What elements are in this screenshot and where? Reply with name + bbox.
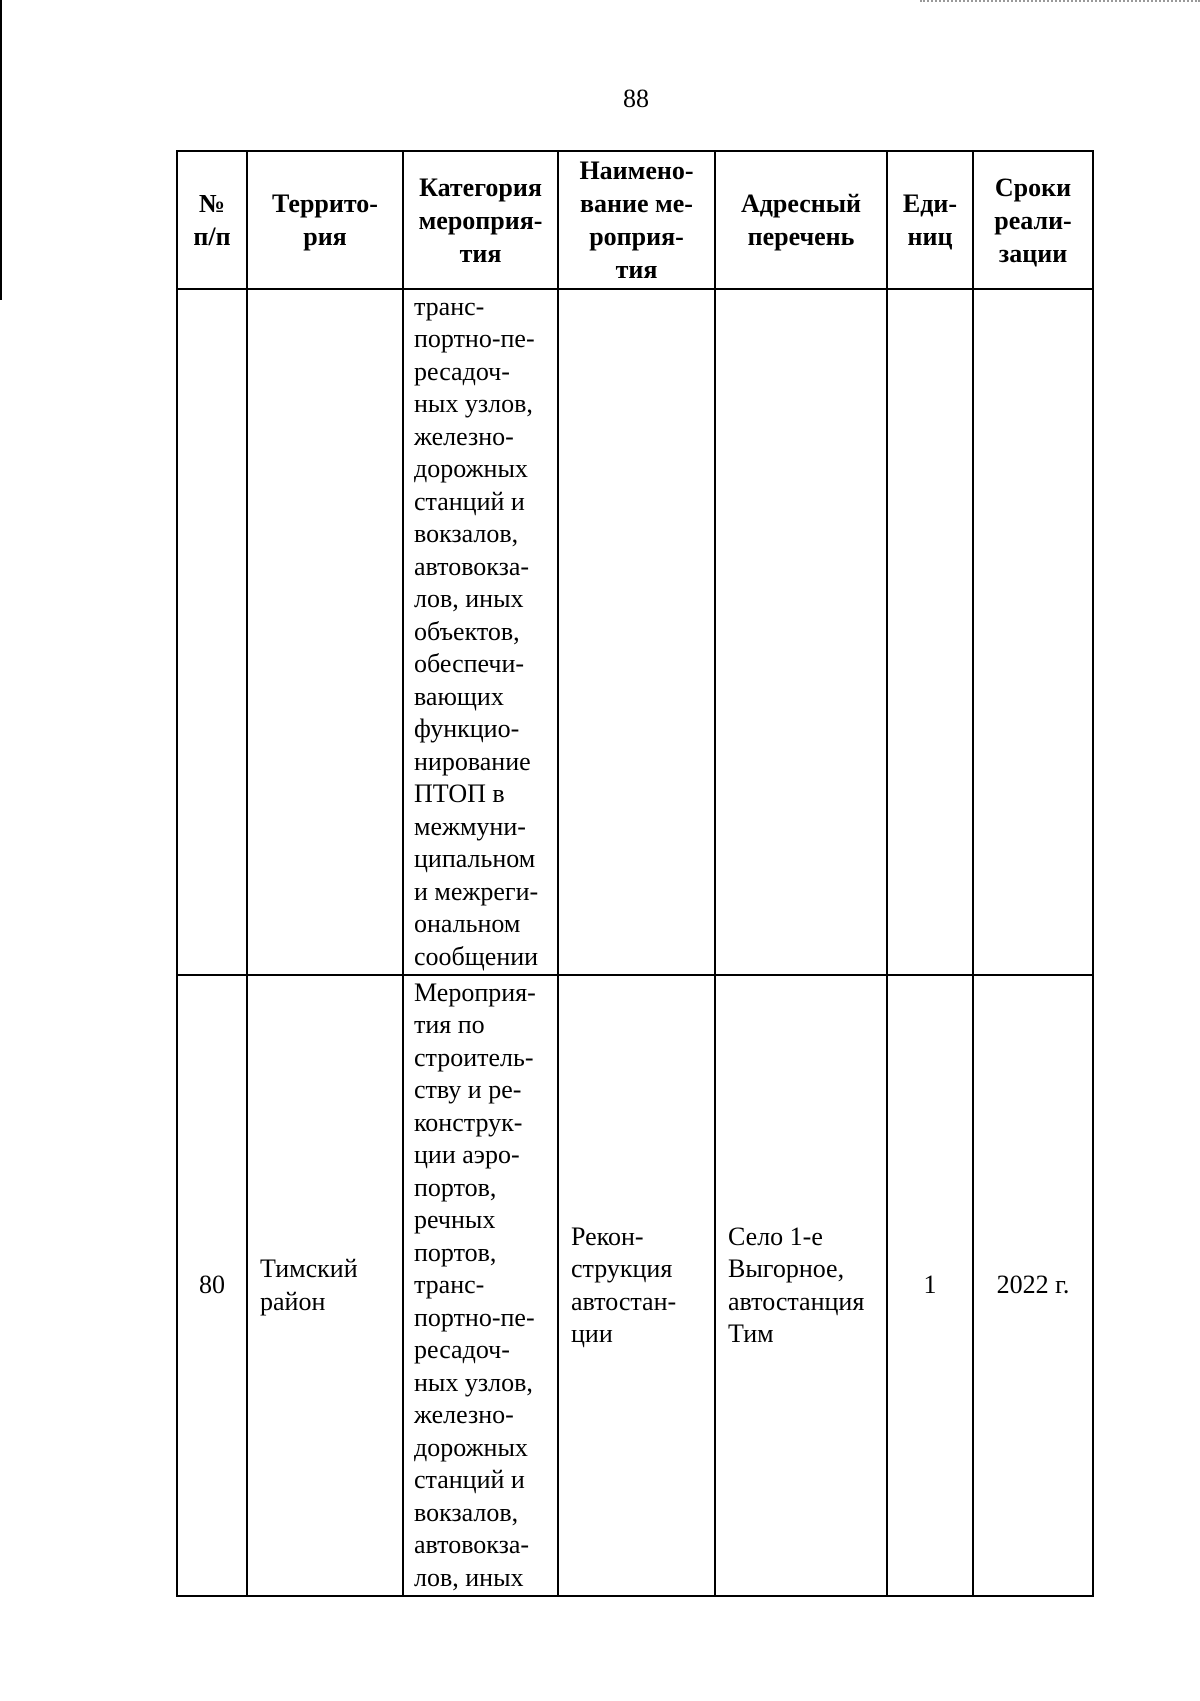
cell-event-name: Рекон- струкция автостан- ции [558,975,715,1596]
header-address-list: Адресный перечень [715,151,887,289]
cell-territory: Тимский район [247,975,403,1596]
cell-num: 80 [177,975,247,1596]
cell-territory [247,289,403,975]
events-table [176,150,1094,1597]
scan-top-mark [920,0,1200,2]
cell-term [973,289,1093,975]
scan-edge-line [0,0,2,300]
cell-term: 2022 г. [973,975,1093,1596]
header-num: № п/п [177,151,247,289]
page-number: 88 [623,84,649,113]
cell-address: Село 1-е Выгорное, автостанция Тим [715,975,887,1596]
cell-address [715,289,887,975]
header-territory: Террито- рия [247,151,403,289]
cell-category: Мероприя- тия по строитель- ству и ре- конструк- ции аэро- портов, речных портов, транс- портно-пе- ресадоч- ных узлов, железно- дорожных станций и вокзалов, автовокза- лов, иных [403,975,558,1596]
cell-category: транс- портно-пе- ресадоч- ных узлов, железно- дорожных станций и вокзалов, автовокза- лов, иных объектов, обеспечи- вающих функцио- нирование ПТОП в межмуни- ципальном и межреги- ональном сообщении [403,289,558,975]
header-term: Сроки реали- зации [973,151,1093,289]
header-category: Категория мероприя- тия [403,151,558,289]
cell-num [177,289,247,975]
table-row [177,975,1093,1596]
header-event-name: Наимено- вание ме- роприя- тия [558,151,715,289]
cell-units: 1 [887,975,973,1596]
table-row [177,289,1093,975]
header-units: Еди- ниц [887,151,973,289]
table-header-row [177,151,1093,289]
cell-units [887,289,973,975]
cell-event-name [558,289,715,975]
